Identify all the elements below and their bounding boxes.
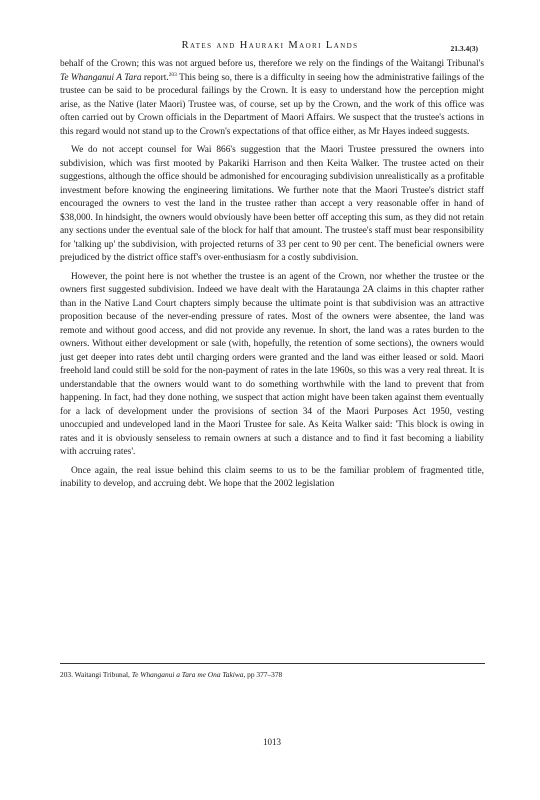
paragraph-1-text-b: report.: [141, 72, 169, 83]
footnote-title-italic: Te Whanganui a Tara me Ona Takiwa: [131, 670, 244, 679]
footnote-number: 203.: [60, 670, 73, 679]
paragraph-4: Once again, the real issue behind this claim seems to us to be the familiar problem of fragmented title, inability to develop, and accruing debt. We hope that the 2002 legislation: [60, 465, 484, 489]
report-title-italic: Te Whanganui A Tara: [60, 72, 142, 83]
footnote-divider: [60, 663, 485, 664]
footnote-reference[interactable]: 203: [168, 71, 177, 78]
footnote: [60, 670, 484, 680]
footnote-text-a: Waitangi Tribunal,: [72, 670, 132, 679]
page-number: 1013: [263, 737, 281, 747]
paragraph-1-text-a: behalf of the Crown; this was not argued before us, therefore we rely on the findings of the Waitangi Tribunal's: [60, 59, 484, 69]
footnote-text-b: , pp 377–378: [243, 670, 283, 679]
body-text: [60, 58, 484, 492]
paragraph-1: [60, 58, 484, 139]
paragraph-1-text-c: This being so, there is a difficulty in seeing how the administrative failings of the trustee can be said to be procedural failings by the Crown. It is easy to understand how the perception might arise, as the Native (later Maori) Trustee was, of course, set up by the Crown, and the work of this office was often carried out by Crown officials in the Department of Maori Affairs. We suspect that the trustee's actions in this regard would not stand up to the Crown's expectations of that office either, as Mr Hayes indeed suggests.: [60, 72, 484, 137]
paragraph-2: We do not accept counsel for Wai 866's suggestion that the Maori Trustee pressured the owners into subdivision, which was first mooted by Pakariki Harrison and then Keita Walker. The trustee acted on their suggestions, although the office should be admonished for encouraging subdivision unrealistically as a profitable investment before knowing the engineering limitations. We further note that the Maori Trustee's district staff encouraged the owners to vest the land in the trustee rather than accept a very reasonable offer in hand of $38,000. In hindsight, the owners would obviously have been better off accepting this sum, as they did not retain any sections under the eventual sale of the block for half that amount. The trustee's staff must bear responsibility for 'talking up' the subdivision, with projected returns of 33 per cent to 90 per cent. The beneficial owners were prejudiced by the district office staff's over-enthusiasm for a costly subdivision.: [60, 145, 484, 263]
section-number: 21.3.4(3): [450, 44, 478, 53]
running-header: Rates and Hauraki Maori Lands: [181, 40, 359, 51]
paragraph-3: However, the point here is not whether the trustee is an agent of the Crown, nor whether the trustee or the owners first suggested subdivision. Indeed we have dealt with the Harataunga 2A claims in this chapter rather than in the Native Land Court chapters simply because the ultimate point is that subdivision was an attractive proposition because of the never-ending pressure of rates. Most of the owners were absentee, the land was remote and without good access, and did not provide any revenue. In short, the land was a rates burden to the owners. Without either development or sale (with, hopefully, the retention of some sections), the owners would just get deeper into rates debt until charging orders were granted and the land was either leased or sold. Maori freehold land could still be sold for the non-payment of rates in the late 1960s, so this was a very real threat. It is understandable that the owners would want to do something worthwhile with the land to prevent that from happening. In fact, had they done nothing, we suspect that action might have been taken against them eventually for a lack of development under the provisions of section 34 of the Maori Purposes Act 1950, vesting unoccupied and undeveloped land in the Maori Trustee for sale. As Keita Walker said: 'This block is owing in rates and it is obviously senseless to remain owners at such a distance and to find it fast becoming a liability with accruing rates'.: [60, 271, 484, 457]
